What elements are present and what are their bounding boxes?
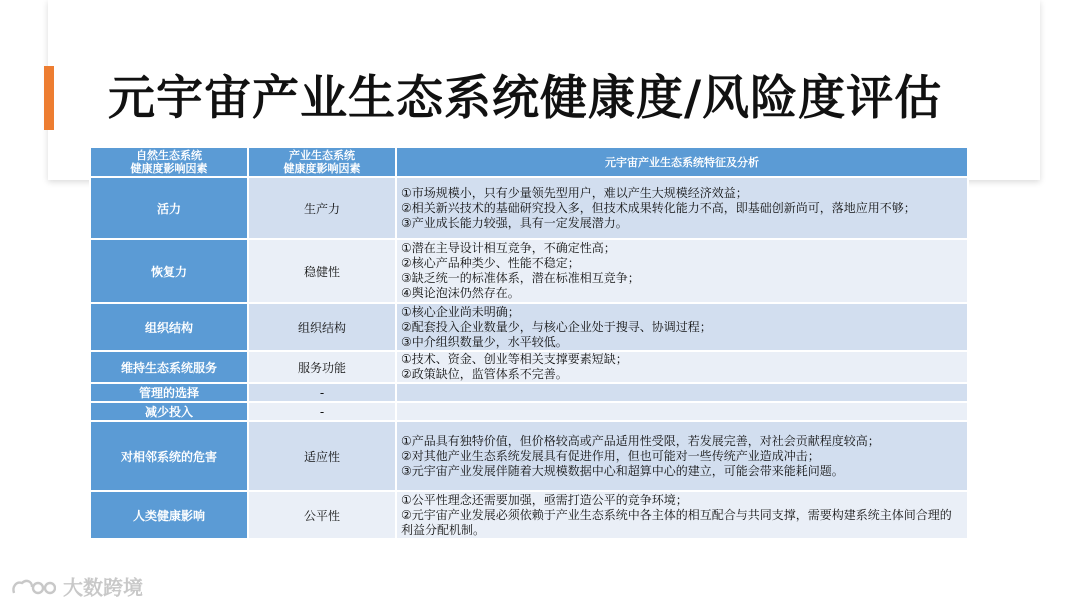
analysis-cell [396,177,968,239]
analysis-cell [396,402,968,421]
analysis-line: ①市场规模小，只有少量领先型用户，难以产生大规模经济效益； [401,185,748,200]
analysis-cell [396,239,968,303]
table-row [90,491,968,539]
table-row [90,421,968,491]
title-accent-bar [44,66,54,130]
header-line: 自然生态系统 [136,149,202,162]
header-line: 健康度影响因素 [283,162,361,175]
analysis-line: ①潜在主导设计相互竞争，不确定性高； [401,241,616,255]
evaluation-table [89,146,969,540]
table-row [90,303,968,351]
analysis-line: ③缺乏统一的标准体系，潜在标准相互竞争； [401,271,640,285]
analysis-cell [396,383,968,402]
header-line: 产业生态系统 [289,149,355,162]
analysis-cell [396,491,968,539]
natural-factor-cell: 管理的选择 [90,383,248,402]
industry-factor-cell: - [248,402,396,421]
analysis-line: ②核心产品种类少、性能不稳定； [401,256,580,270]
natural-factor-cell: 恢复力 [90,239,248,303]
header-industry-factor [248,147,396,177]
analysis-line: ①产品具有独特价值，但价格较高或产品适用性受限，若发展完善，对社会贡献程度较高； [401,433,880,448]
analysis-line: ②政策缺位，监管体系不完善。 [401,367,568,381]
table-row [90,402,968,421]
table-header-row [90,147,968,177]
analysis-line: ①公平性理念还需要加强，亟需打造公平的竞争环境； [401,492,688,507]
analysis-line: ②对其他产业生态系统发展具有促进作用，但也可能对一些传统产业造成冲击； [401,448,820,463]
analysis-line: ③中介组织数量少，水平较低。 [401,334,568,349]
natural-factor-cell: 对相邻系统的危害 [90,421,248,491]
analysis-line: ②配套投入企业数量少，与核心企业处于搜寻、协调过程； [401,319,712,334]
analysis-line: ③元宇宙产业发展伴随着大规模数据中心和超算中心的建立，可能会带来能耗问题。 [401,463,844,478]
table-body [90,177,968,539]
table-row [90,383,968,402]
watermark [10,573,150,599]
header-line: 健康度影响因素 [130,162,208,175]
natural-factor-cell: 组织结构 [90,303,248,351]
analysis-line: ①技术、资金、创业等相关支撑要素短缺； [401,352,628,366]
industry-factor-cell: - [248,383,396,402]
industry-factor-cell: 适应性 [248,421,396,491]
table-row [90,177,968,239]
analysis-cell [396,303,968,351]
table-row [90,239,968,303]
industry-factor-cell: 组织结构 [248,303,396,351]
analysis-line: ②相关新兴技术的基础研究投入多，但技术成果转化能力不高，即基础创新尚可，落地应用不够； [401,200,916,215]
slide-title: 元宇宙产业生态系统健康度/风险度评估 [108,71,943,126]
industry-factor-cell: 生产力 [248,177,396,239]
table-row [90,351,968,383]
natural-factor-cell: 减少投入 [90,402,248,421]
analysis-line: ③产业成长能力较强，具有一定发展潜力。 [401,215,628,230]
analysis-line: ①核心企业尚未明确； [401,304,520,319]
header-natural-factor [90,147,248,177]
watermark-logo-icon [10,577,56,599]
analysis-line: ④舆论泡沫仍然存在。 [401,286,520,300]
natural-factor-cell: 人类健康影响 [90,491,248,539]
analysis-line: ②元宇宙产业发展必须依赖于产业生态系统中各主体的相互配合与共同支撑，需要构建系统主体间合理的利益分配机制。 [401,507,952,537]
analysis-cell [396,421,968,491]
header-analysis: 元宇宙产业生态系统特征及分析 [396,147,968,177]
watermark-text: 大数跨境 [62,575,143,600]
industry-factor-cell: 稳健性 [248,239,396,303]
natural-factor-cell: 活力 [90,177,248,239]
industry-factor-cell: 服务功能 [248,351,396,383]
natural-factor-cell: 维持生态系统服务 [90,351,248,383]
analysis-cell [396,351,968,383]
industry-factor-cell: 公平性 [248,491,396,539]
